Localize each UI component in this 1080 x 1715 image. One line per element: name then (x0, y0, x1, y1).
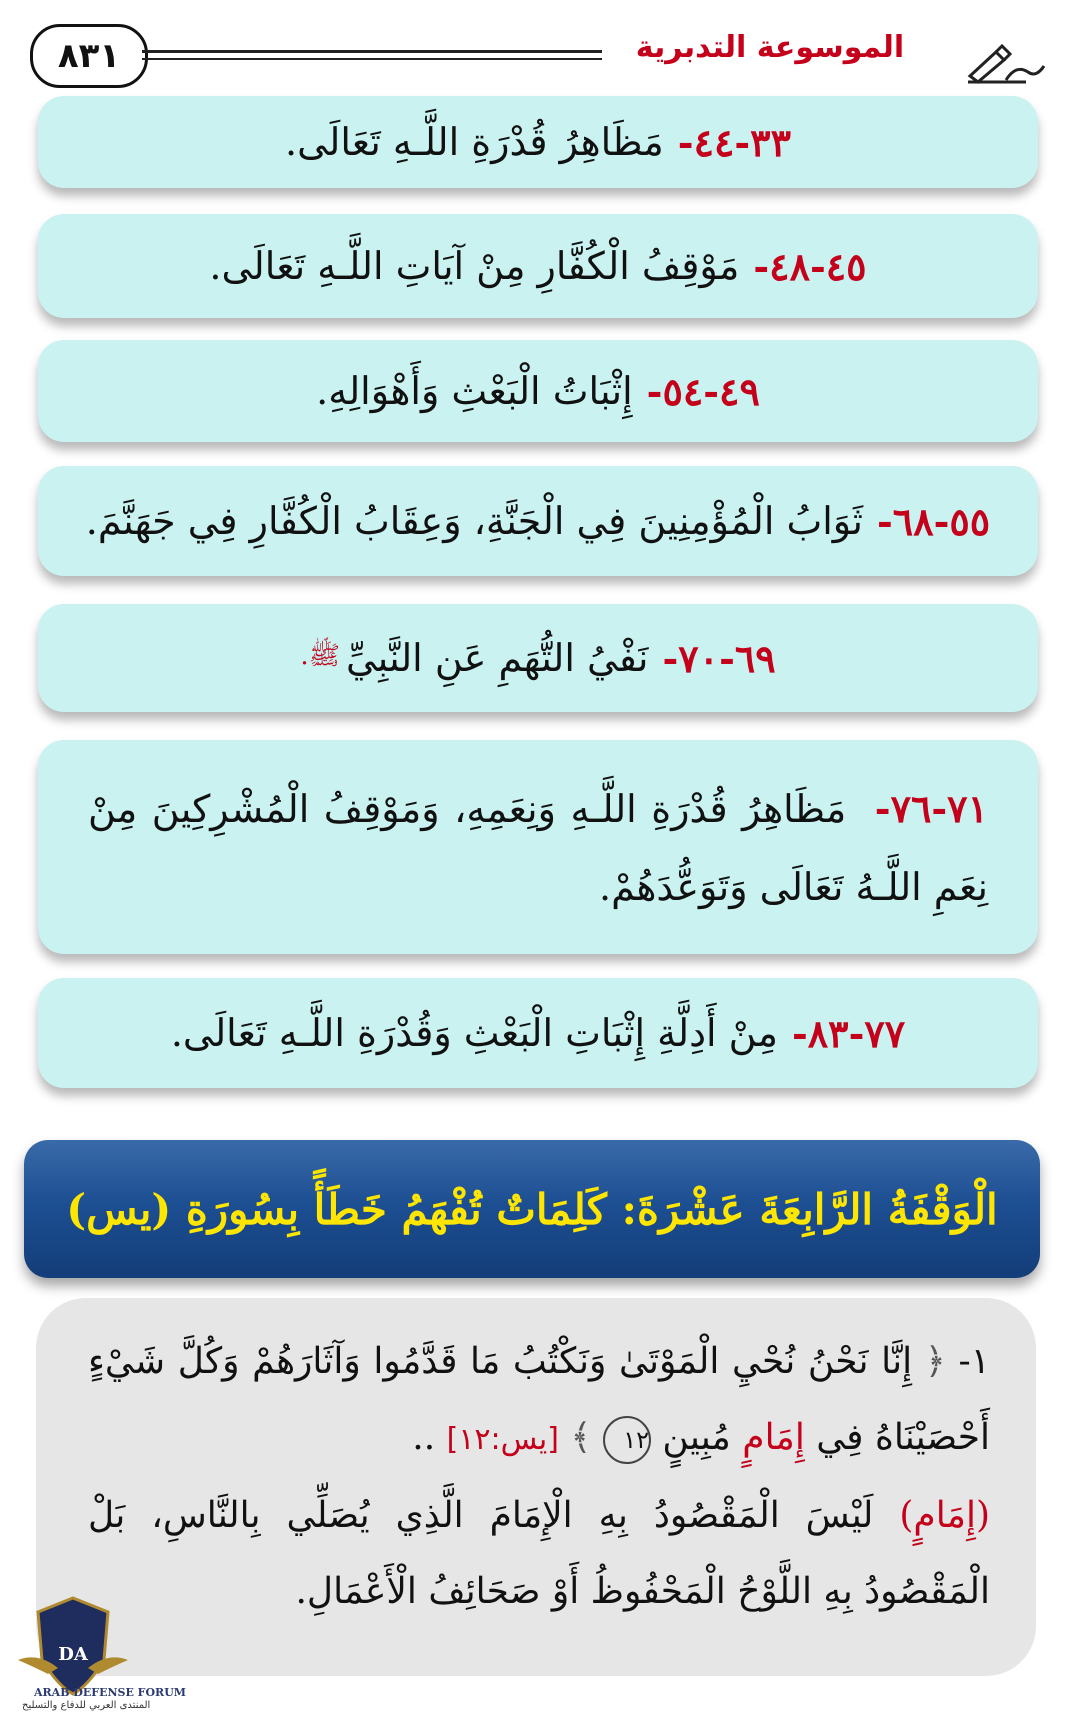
header-rule (142, 50, 602, 53)
topic-card (38, 96, 1038, 188)
header-rule-thin (142, 58, 602, 60)
explanation-text: لَيْسَ الْمَقْصُودُ بِهِ الْإِمَامَ الَّذِي يُصَلِّي بِالنَّاسِ، بَلْ (88, 1495, 874, 1536)
explained-word: (إِمَامٍ) (899, 1495, 990, 1536)
forum-brand-text: ARAB DEFENSE FORUM (34, 1686, 186, 1699)
explanation-line (88, 1478, 990, 1554)
page-number: ٨٣١ (30, 24, 148, 88)
verse-line (88, 1400, 990, 1478)
explanation-text: الْمَقْصُودُ بِهِ اللَّوْحُ الْمَحْفُوظُ أَوْ صَحَائِفُ الْأَعْمَالِ. (295, 1571, 990, 1612)
verse-range: ٧١-٧٦- (874, 786, 988, 831)
topic-text: إِثْبَاتُ الْبَعْثِ وَأَهْوَالِهِ. (316, 369, 633, 413)
topic-text: مَظَاهِرُ قُدْرَةِ اللَّـهِ تَعَالَى. (285, 120, 664, 164)
verse-reference: [يس:١٢] (446, 1422, 559, 1457)
reference-tail: .. (412, 1417, 436, 1458)
verse-range: ٧٧-٨٣- (791, 1010, 906, 1056)
logo-initials: DA (58, 1644, 88, 1665)
topic-text: مَظَاهِرُ قُدْرَةِ اللَّـهِ وَنِعَمِهِ، وَمَوْقِفُ الْمُشْرِكِينَ مِنْ نِعَمِ اللَّـهُ تَعَالَى وَتَوَعُّدَهُمْ. (88, 787, 988, 909)
topic-card (38, 340, 1038, 442)
topic-text: مَوْقِفُ الْكُفَّارِ مِنْ آيَاتِ اللَّـهِ تَعَالَى. (209, 244, 740, 288)
verse-text: أَحْصَيْنَاهُ فِي (816, 1417, 990, 1458)
topic-card (38, 740, 1038, 954)
pen-writing-icon (966, 40, 1046, 84)
item-number: ١- (958, 1341, 991, 1382)
quran-close-bracket-icon: ﴾ (570, 1417, 592, 1458)
section-banner (24, 1140, 1040, 1278)
topic-card (38, 978, 1038, 1088)
verse-number-badge: ١٢ (603, 1416, 651, 1464)
topic-text: ثَوَابُ الْمُؤْمِنِينَ فِي الْجَنَّةِ، وَعِقَابُ الْكُفَّارِ فِي جَهَنَّمَ. (85, 499, 863, 543)
verse-range: ٤٩-٥٤- (646, 368, 760, 414)
explanation-box (36, 1298, 1036, 1676)
verse-range: ٦٩-٧٠- (662, 635, 776, 681)
verse-line (88, 1324, 990, 1400)
topic-card (38, 214, 1038, 318)
verse-range: ٥٥-٦٨- (877, 498, 991, 544)
page-header (0, 0, 1080, 90)
explanation-line (88, 1554, 990, 1630)
banner-title: الْوَقْفَةُ الرَّابِعَةَ عَشْرَةَ: كَلِمَاتٌ تُفْهَمُ خَطَأً بِسُورَةِ (يس) (66, 1184, 998, 1234)
quran-open-bracket-icon: ﴿ (924, 1341, 946, 1382)
verse-range: ٣٣-٤٤- (677, 119, 791, 165)
verse-text: مُبِينٍ (662, 1417, 731, 1458)
verse-highlight-word: إِمَامٍ (742, 1417, 805, 1458)
topic-text: نَفْيُ التُّهَمِ عَنِ النَّبِيِّ (346, 636, 649, 680)
verse-text: إِنَّا نَحْنُ نُحْيِ الْمَوْتَىٰ وَنَكْتُبُ مَا قَدَّمُوا وَآثَارَهُمْ وَكُلَّ شَيْءٍ (88, 1341, 913, 1382)
honorific-salla: ﷺ. (300, 641, 340, 671)
book-title: الموسوعة التدبرية (635, 30, 905, 65)
verse-range: ٤٥-٤٨- (753, 243, 867, 289)
topic-text: مِنْ أَدِلَّةِ إِثْبَاتِ الْبَعْثِ وَقُدْرَةِ اللَّـهِ تَعَالَى. (170, 1011, 778, 1055)
forum-arabic-text: المنتدى العربي للدفاع والتسليح (22, 1700, 151, 1711)
topic-card (38, 466, 1038, 576)
topic-card (38, 604, 1038, 712)
